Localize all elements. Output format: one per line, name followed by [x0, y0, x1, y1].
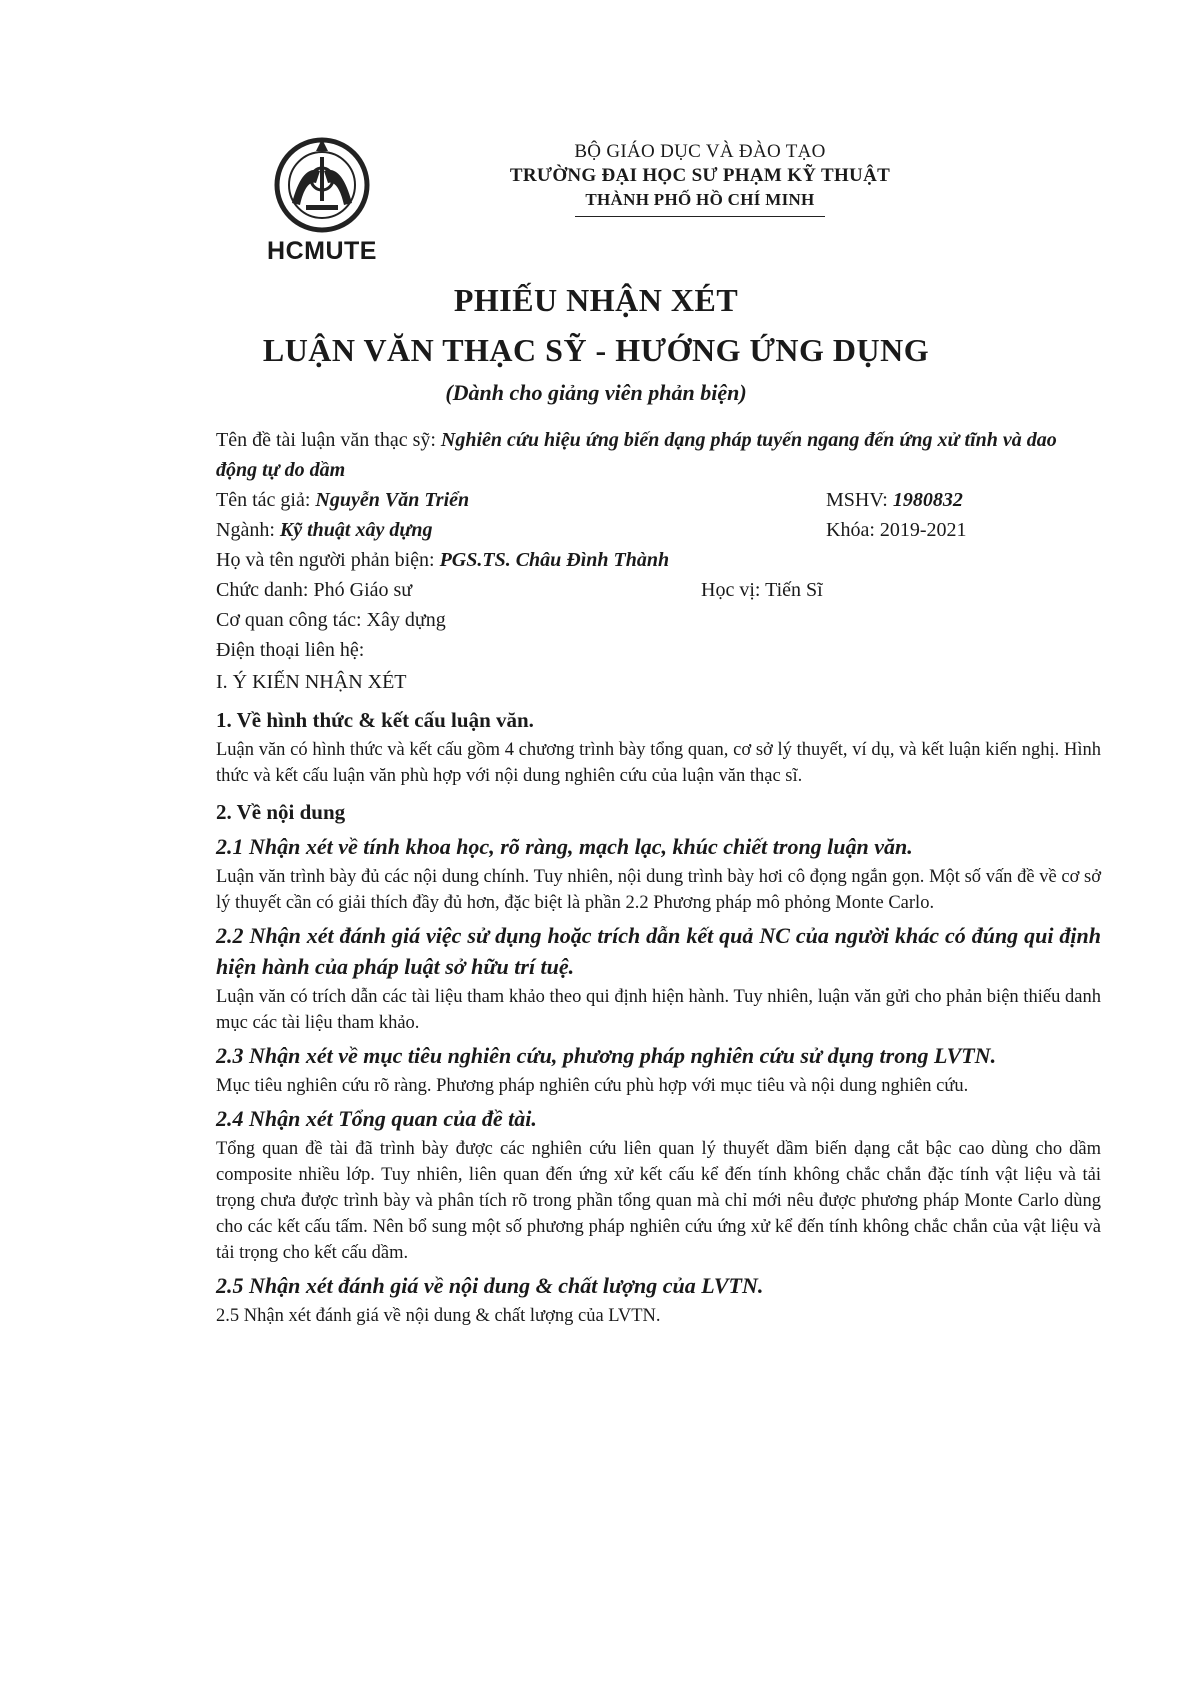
author-value: Nguyễn Văn Triển	[315, 489, 470, 511]
section-2-2-heading: 2.2 Nhận xét đánh giá việc sử dụng hoặc trích dẫn kết quả NC của người khác có đúng qui định hiện hành của pháp luật sở hữu trí tuệ.	[216, 923, 1101, 979]
section-2-3-heading: 2.3 Nhận xét về mục tiêu nghiên cứu, phương pháp nghiên cứu sử dụng trong LVTN.	[216, 1043, 997, 1068]
section-1-text: Luận văn có hình thức và kết cấu gồm 4 chương trình bày tổng quan, cơ sở lý thuyết, ví dụ, và kết luận kiến nghị. Hình thức và kết cấu luận văn phù hợp với nội dung nghiên cứu của luận văn thạc sĩ.	[216, 740, 1101, 786]
reviewer-label: Họ và tên người phản biện:	[216, 549, 435, 571]
form-title-line2: LUẬN VĂN THẠC SỸ - HƯỚNG ỨNG DỤNG	[262, 332, 930, 368]
major-value: Kỹ thuật xây dựng	[279, 519, 433, 541]
section-2-5-heading: 2.5 Nhận xét đánh giá về nội dung & chất lượng của LVTN.	[216, 1273, 764, 1298]
workplace-label: Cơ quan công tác:	[216, 609, 362, 631]
section-2-2-text: Luận văn có trích dẫn các tài liệu tham khảo theo qui định hiện hành. Tuy nhiên, luận văn gửi cho phản biện thiếu danh mục các tài liệu tham khảo.	[216, 987, 1101, 1033]
hcmute-emblem-icon	[270, 133, 374, 233]
phone-field	[216, 635, 1101, 665]
reviewer-value: PGS.TS. Châu Đình Thành	[439, 549, 670, 571]
major-label: Ngành:	[216, 519, 275, 541]
ministry-name: BỘ GIÁO DỤC VÀ ĐÀO TẠO	[574, 141, 826, 162]
workplace-value: Xây dựng	[366, 609, 446, 631]
header-divider	[575, 216, 825, 217]
workplace-field	[216, 605, 1101, 635]
reviewer-field	[216, 545, 1101, 575]
major-row	[216, 515, 1101, 545]
form-title: PHIẾU NHẬN XÉT	[453, 282, 739, 318]
topic-label: Tên đề tài luận văn thạc sỹ:	[216, 429, 436, 451]
topic-field	[216, 425, 1101, 485]
section-2-4-text: Tổng quan đề tài đã trình bày được các nghiên cứu liên quan lý thuyết dầm biến dạng cắt bậc cao dùng cho dầm composite nhiều lớp. Tuy nhiên, liên quan đến ứng xử kết cấu kể đến tính không chắc chắn đặc tính vật liệu và tải trọng chưa được trình bày và phân tích rõ trong phần tổng quan mà chỉ mới nêu được phương pháp Monte Carlo dùng cho các kết cấu tấm. Nên bổ sung một số phương pháp nghiên cứu ứng xử kể đến tính không chắc chắn của vật liệu và tải trọng cho kết cấu dầm.	[216, 1139, 1101, 1263]
section-roman-heading: I. Ý KIẾN NHẬN XÉT	[216, 671, 407, 693]
university-logo	[262, 133, 382, 266]
section-2-3-text: Mục tiêu nghiên cứu rõ ràng. Phương pháp nghiên cứu phù hợp với mục tiêu và nội dung nghiên cứu.	[216, 1076, 969, 1096]
position-value: Phó Giáo sư	[313, 579, 413, 601]
form-subtitle: (Dành cho giảng viên phản biện)	[445, 380, 747, 405]
author-label: Tên tác giả:	[216, 489, 311, 511]
degree-label: Học vị:	[701, 579, 761, 601]
degree-value: Tiến Sĩ	[765, 579, 823, 601]
section-2-4-heading: 2.4 Nhận xét Tổng quan của đề tài.	[216, 1106, 537, 1131]
section-2-heading: 2. Về nội dung	[216, 800, 346, 824]
form-body	[216, 425, 1101, 1329]
section-1-heading: 1. Về hình thức & kết cấu luận văn.	[216, 708, 534, 732]
section-2-5-text: 2.5 Nhận xét đánh giá về nội dung & chất lượng của LVTN.	[216, 1306, 661, 1326]
section-2-1-heading: 2.1 Nhận xét về tính khoa học, rõ ràng, mạch lạc, khúc chiết trong luận văn.	[216, 834, 913, 859]
student-id-label: MSHV:	[826, 489, 888, 511]
university-name: TRƯỜNG ĐẠI HỌC SƯ PHẠM KỸ THUẬT	[509, 165, 891, 186]
section-2-1-text: Luận văn trình bày đủ các nội dung chính. Tuy nhiên, nội dung trình bày hơi cô đọng ngắn gọn. Một số vấn đề về cơ sở lý thuyết cần có giải thích đầy đủ hơn, đặc biệt là phần 2.2 Phương pháp mô phỏng Monte Carlo.	[216, 867, 1101, 913]
course-label: Khóa:	[826, 519, 875, 541]
position-row	[216, 575, 1101, 605]
city-name: THÀNH PHỐ HỒ CHÍ MINH	[585, 190, 815, 209]
phone-label: Điện thoại liên hệ:	[216, 639, 365, 661]
institution-header	[480, 140, 920, 217]
position-label: Chức danh:	[216, 579, 309, 601]
author-row	[216, 485, 1101, 515]
logo-label: HCMUTE	[267, 237, 377, 265]
course-value: 2019-2021	[879, 519, 967, 541]
topic-value: Nghiên cứu hiệu ứng biến dạng pháp tuyến ngang đến ứng xử tĩnh và dao động tự do dầm	[216, 429, 1057, 481]
student-id-value: 1980832	[892, 489, 963, 511]
